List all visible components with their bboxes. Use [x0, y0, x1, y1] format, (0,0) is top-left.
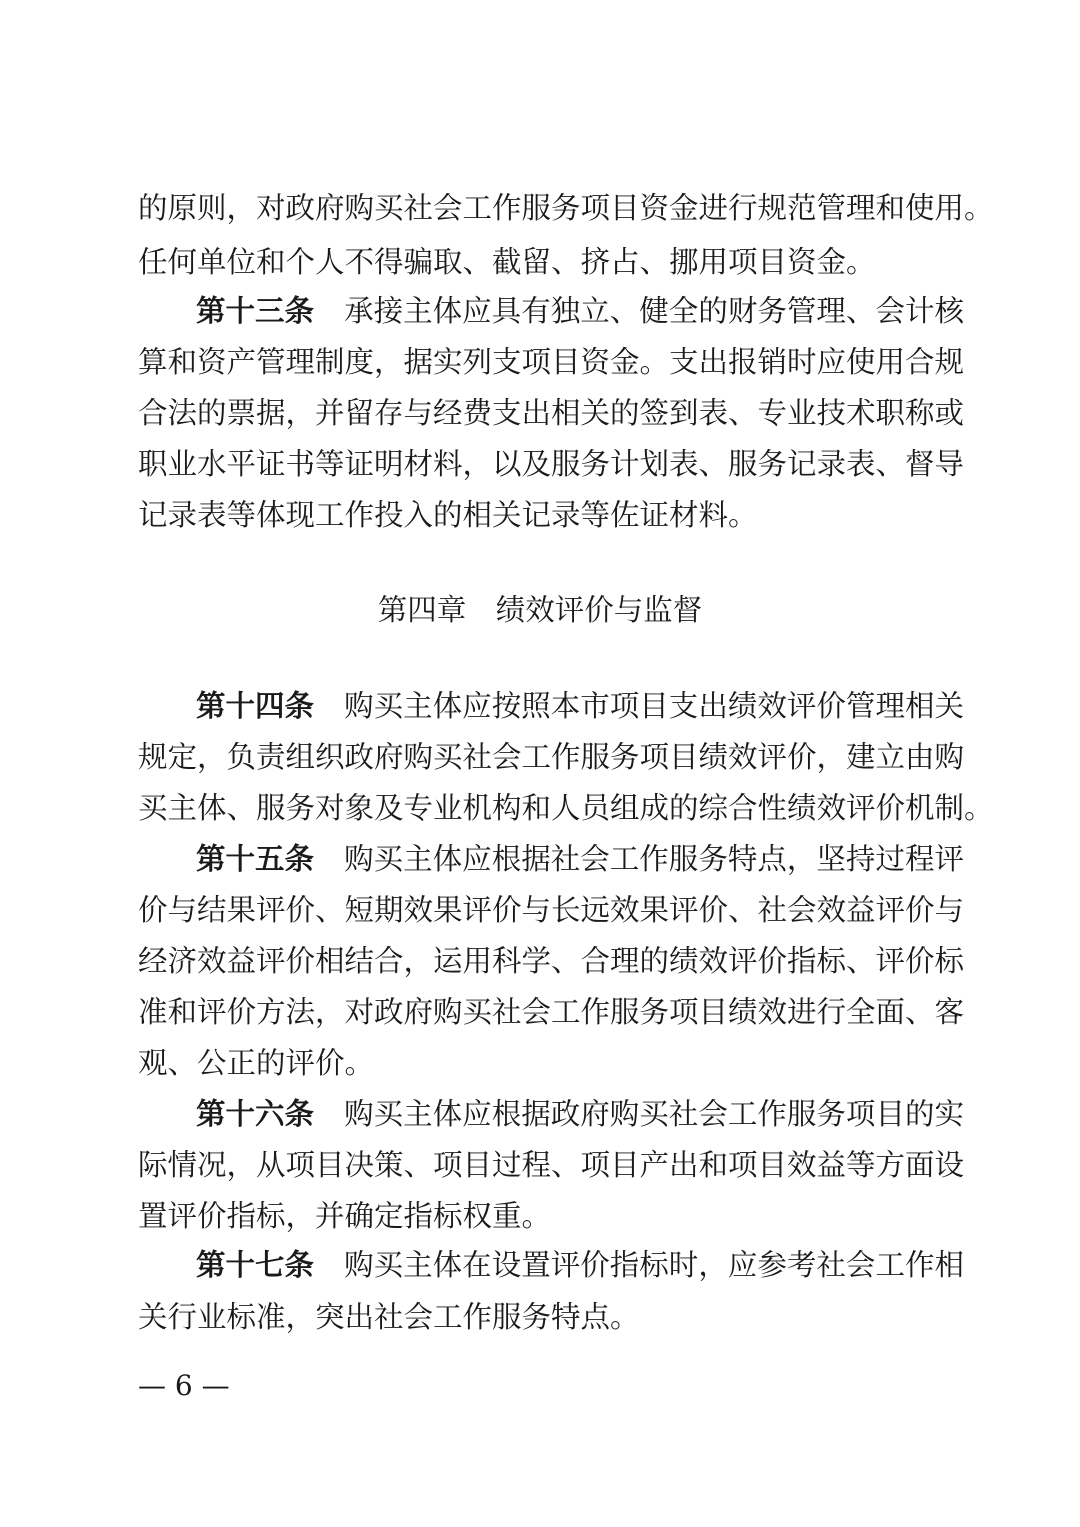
- article-13-line: 职业水平证书等证明材料，以及服务计划表、服务记录表、督导: [138, 447, 965, 481]
- article-15-line: 准和评价方法，对政府购买社会工作服务项目绩效进行全面、客: [138, 995, 965, 1029]
- article-16-heading: 第十六条: [196, 1097, 315, 1131]
- article-13-line: 记录表等体现工作投入的相关记录等佐证材料。: [138, 498, 758, 532]
- article-17-text: 购买主体在设置评价指标时，应参考社会工作相: [344, 1248, 964, 1282]
- article-15-line: 经济效益评价相结合，运用科学、合理的绩效评价指标、评价标: [138, 944, 965, 978]
- article-17-line: 关行业标准，突出社会工作服务特点。: [138, 1300, 640, 1334]
- chapter-title: 第四章 绩效评价与监督: [377, 593, 703, 627]
- article-16-first-line: [196, 1085, 964, 1143]
- article-15-line: 观、公正的评价。: [138, 1046, 375, 1080]
- body-line: 的原则，对政府购买社会工作服务项目资金进行规范管理和使用。: [138, 191, 994, 225]
- article-15-heading: 第十五条: [196, 842, 315, 876]
- article-16-line: 置评价指标，并确定指标权重。: [138, 1199, 552, 1233]
- article-14-first-line: [196, 677, 964, 735]
- article-13-line: 算和资产管理制度，据实列支项目资金。支出报销时应使用合规: [138, 345, 965, 379]
- body-line: 任何单位和个人不得骗取、截留、挤占、挪用项目资金。: [138, 245, 876, 279]
- article-13-heading: 第十三条: [196, 294, 315, 328]
- article-15-line: 价与结果评价、短期效果评价与长远效果评价、社会效益评价与: [138, 893, 965, 927]
- article-16-text: 购买主体应根据政府购买社会工作服务项目的实: [344, 1097, 964, 1131]
- article-14-text: 购买主体应按照本市项目支出绩效评价管理相关: [344, 689, 964, 723]
- article-16-line: 际情况，从项目决策、项目过程、项目产出和项目效益等方面设: [138, 1148, 965, 1182]
- article-14-line: 买主体、服务对象及专业机构和人员组成的综合性绩效评价机制。: [138, 791, 994, 825]
- article-17-heading: 第十七条: [196, 1248, 315, 1282]
- article-13-text: 承接主体应具有独立、健全的财务管理、会计核: [344, 294, 964, 328]
- article-13-first-line: [196, 282, 964, 340]
- article-14-line: 规定，负责组织政府购买社会工作服务项目绩效评价，建立由购: [138, 740, 965, 774]
- article-17-first-line: [196, 1236, 964, 1294]
- page-number: — 6 —: [138, 1369, 230, 1402]
- article-13-line: 合法的票据，并留存与经费支出相关的签到表、专业技术职称或: [138, 396, 965, 430]
- article-15-text: 购买主体应根据社会工作服务特点，坚持过程评: [344, 842, 964, 876]
- article-15-first-line: [196, 830, 964, 888]
- article-14-heading: 第十四条: [196, 689, 315, 723]
